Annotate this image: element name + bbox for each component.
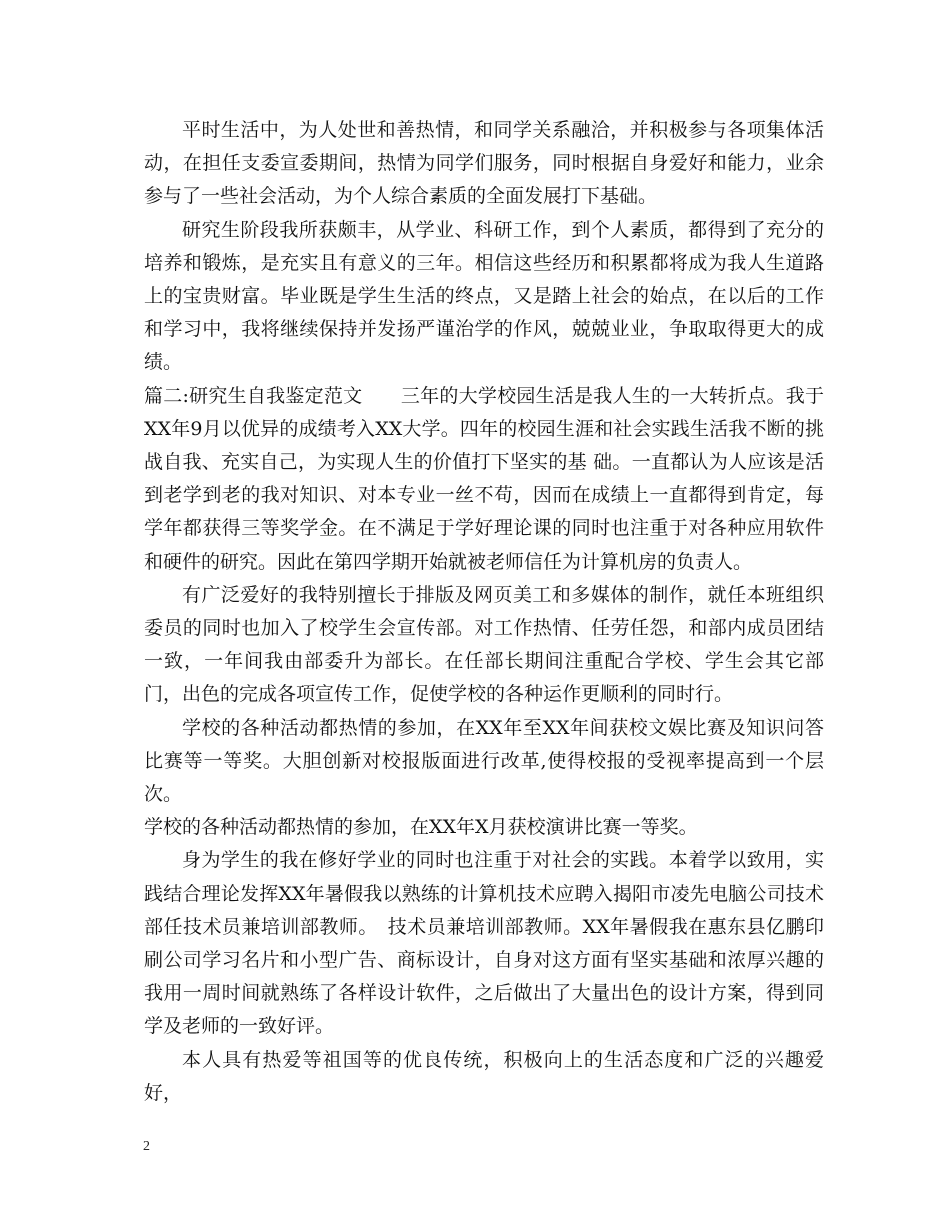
paragraph-8: 本人具有热爱等祖国等的优良传统，积极向上的生活态度和广泛的兴趣爱好， [144, 1048, 824, 1104]
document-body [144, 114, 824, 1110]
page-number: 2 [143, 1139, 150, 1154]
paragraph-4: 有广泛爱好的我特别擅长于排版及网页美工和多媒体的制作，就任本班组织委员的同时也加入了校学生会宣传部。对工作热情、任劳任怨，和部内成员团结一致，一年间我由部委升为部长。在任部长期间注重配合学校、学生会其它部门，出色的完成各项宣传工作，促使学校的各种运作更顺利的同时行。 [144, 583, 824, 706]
paragraph-1: 平时生活中，为人处世和善热情，和同学关系融洽，并积极参与各项集体活动，在担任支委宣委期间，热情为同学们服务，同时根据自身爱好和能力，业余参与了一些社会活动，为个人综合素质的全面发展打下基础。 [144, 119, 824, 208]
paragraph-2: 研究生阶段我所获颇丰，从学业、科研工作，到个人素质，都得到了充分的培养和锻炼，是充实且有意义的三年。相信这些经历和积累都将成为我人生道路上的宝贵财富。毕业既是学生生活的终点，又是踏上社会的始点，在以后的工作和学习中，我将继续保持并发扬严谨治学的作风，兢兢业业，争取取得更大的成绩。 [144, 218, 824, 374]
paragraph-3: 篇二:研究生自我鉴定范文 三年的大学校园生活是我人生的一大转折点。我于XX年9月以优异的成绩考入XX大学。四年的校园生涯和社会实践生活我不断的挑战自我、充实自己，为实现人生的价值打下坚实的基 础。一直都认为人应该是活到老学到老的我对知识、对本专业一丝不苟，因而在成绩上一直都得到肯定，每学年都获得三等奖学金。在不满足于学好理论课的同时也注重于对各种应用软件和硬件的研究。因此在第四学期开始就被老师信任为计算机房的负责人。 [144, 384, 824, 573]
paragraph-7: 身为学生的我在修好学业的同时也注重于对社会的实践。本着学以致用，实践结合理论发挥XX年暑假我以熟练的计算机技术应聘入揭阳市凌先电脑公司技术部任技术员兼培训部教师。 技术员兼培训部教师。XX年暑假我在惠东县亿鹏印刷公司学习名片和小型广告、商标设计，自身对这方面有坚实基础和浓厚兴趣的我用一周时间就熟练了各样设计软件，之后做出了大量出色的设计方案，得到同学及老师的一致好评。 [144, 849, 824, 1038]
paragraph-5: 学校的各种活动都热情的参加，在XX年至XX年间获校文娱比赛及知识问答比赛等一等奖。大胆创新对校报版面进行改革,使得校报的受视率提高到一个层次。 [144, 716, 824, 806]
paragraph-6: 学校的各种活动都热情的参加，在XX年X月获校演讲比赛一等奖。 [144, 816, 698, 839]
